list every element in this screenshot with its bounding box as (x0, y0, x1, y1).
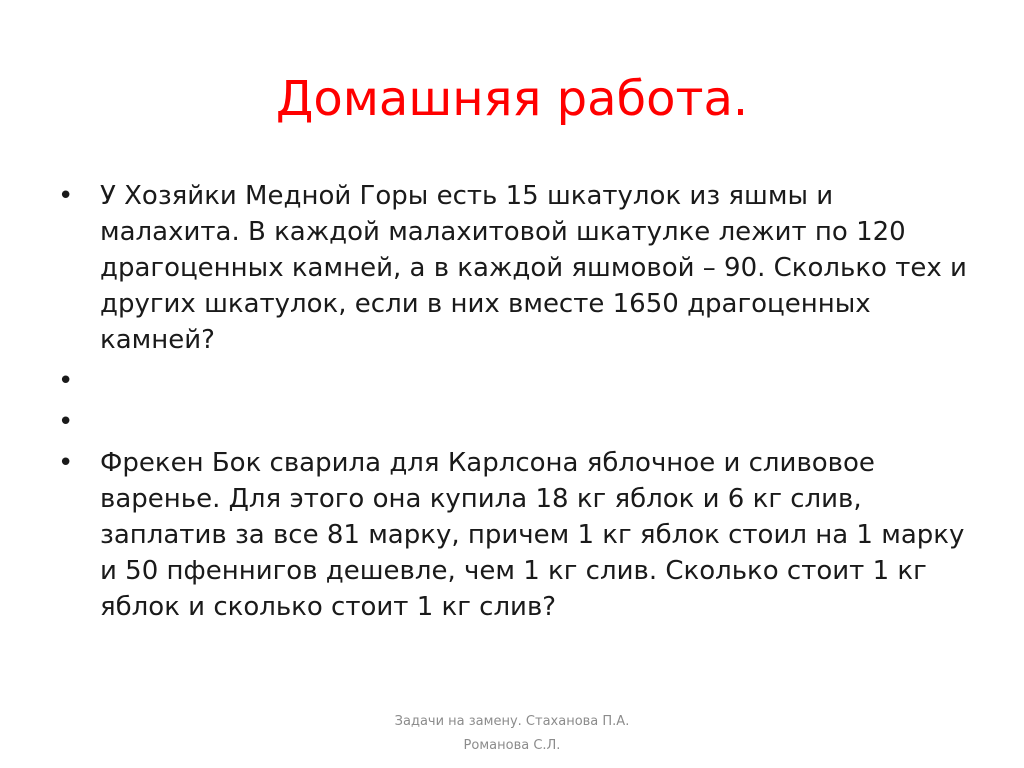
footer-line-2: Романова С.Л. (463, 738, 561, 753)
bullet-dot-icon: • (58, 407, 74, 437)
bullet-dot-icon: • (58, 366, 74, 396)
bullet-text: У Хозяйки Медной Горы есть 15 шкатулок из яшмы и малахита. В каждой малахитовой шкатулке лежит по 120 драгоценных камней, а в каждой яшмовой – 90. Сколько тех и других шкатулок, если в них вместе 1650 драгоценных камней? (100, 181, 967, 355)
bullet-item-3 (58, 404, 978, 440)
bullet-dot-icon: • (58, 181, 74, 211)
bullet-item-1 (58, 178, 978, 358)
footer-line-1: Задачи на замену. Стаханова П.А. (394, 714, 630, 729)
bullet-list (58, 178, 978, 630)
bullet-item-2 (58, 363, 978, 399)
bullet-text: Фрекен Бок сварила для Карлсона яблочное и сливовое варенье. Для этого она купила 18 кг яблок и 6 кг слив, заплатив за все 81 марку, причем 1 кг яблок стоил на 1 марку и 50 пфеннигов дешевле, чем 1 кг слив. Сколько стоит 1 кг яблок и сколько стоит 1 кг слив? (100, 448, 965, 622)
slide-footer (0, 710, 1024, 758)
bullet-dot-icon: • (58, 448, 74, 478)
slide-title: Домашняя работа. (275, 71, 749, 127)
bullet-item-4 (58, 445, 978, 625)
